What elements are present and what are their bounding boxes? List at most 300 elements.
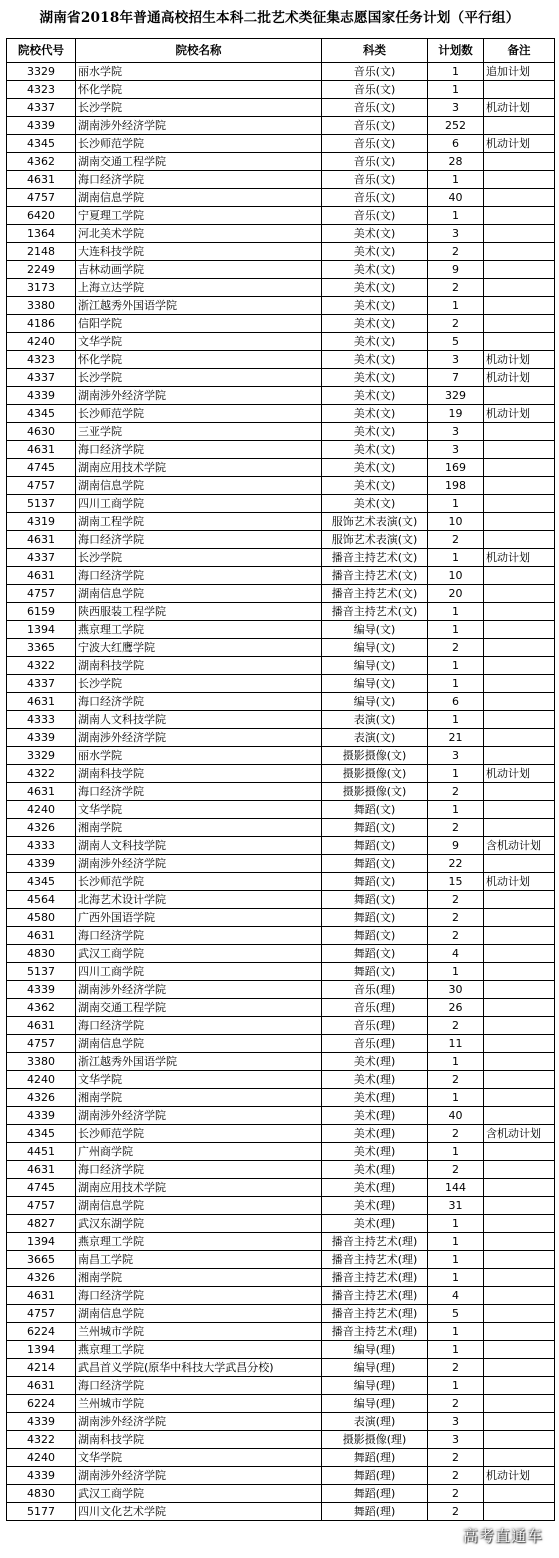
school-code-cell: 4339: [7, 1467, 76, 1485]
school-code-cell: 1394: [7, 621, 76, 639]
school-code-cell: 4564: [7, 891, 76, 909]
school-code-cell: 4745: [7, 459, 76, 477]
school-name-cell: 海口经济学院: [76, 927, 322, 945]
plan-count-cell: 1: [428, 1269, 484, 1287]
school-code-cell: 4323: [7, 81, 76, 99]
note-cell: [484, 441, 555, 459]
school-name-cell: 怀化学院: [76, 81, 322, 99]
school-code-cell: 4339: [7, 1413, 76, 1431]
plan-count-cell: 2: [428, 1359, 484, 1377]
subject-cell: 摄影摄像(理): [322, 1431, 428, 1449]
school-name-cell: 上海立达学院: [76, 279, 322, 297]
school-code-cell: 1364: [7, 225, 76, 243]
subject-cell: 表演(文): [322, 711, 428, 729]
subject-cell: 摄影摄像(文): [322, 765, 428, 783]
school-code-cell: 4333: [7, 837, 76, 855]
plan-count-cell: 1: [428, 1089, 484, 1107]
plan-count-cell: 21: [428, 729, 484, 747]
table-row: [7, 387, 555, 405]
note-cell: [484, 1215, 555, 1233]
table-row: [7, 1503, 555, 1521]
school-name-cell: 海口经济学院: [76, 1287, 322, 1305]
school-code-cell: 6420: [7, 207, 76, 225]
school-name-cell: 湘南学院: [76, 1269, 322, 1287]
plan-count-cell: 11: [428, 1035, 484, 1053]
plan-count-cell: 22: [428, 855, 484, 873]
school-code-cell: 4337: [7, 99, 76, 117]
table-row: [7, 513, 555, 531]
table-row: [7, 1161, 555, 1179]
table-row: [7, 963, 555, 981]
subject-cell: 舞蹈(文): [322, 873, 428, 891]
subject-cell: 美术(理): [322, 1089, 428, 1107]
note-cell: [484, 81, 555, 99]
plan-count-cell: 3: [428, 225, 484, 243]
school-name-cell: 长沙学院: [76, 369, 322, 387]
school-code-cell: 4631: [7, 693, 76, 711]
school-name-cell: 海口经济学院: [76, 441, 322, 459]
table-row: [7, 423, 555, 441]
table-row: [7, 63, 555, 81]
school-name-cell: 长沙学院: [76, 675, 322, 693]
school-name-cell: 文华学院: [76, 333, 322, 351]
school-name-cell: 武汉工商学院: [76, 945, 322, 963]
plan-count-cell: 26: [428, 999, 484, 1017]
school-name-cell: 丽水学院: [76, 63, 322, 81]
note-cell: [484, 1503, 555, 1521]
subject-cell: 美术(文): [322, 423, 428, 441]
subject-cell: 播音主持艺术(理): [322, 1287, 428, 1305]
plan-count-cell: 1: [428, 171, 484, 189]
table-row: [7, 477, 555, 495]
table-row: [7, 603, 555, 621]
note-cell: [484, 279, 555, 297]
table-row: [7, 1449, 555, 1467]
plan-count-cell: 3: [428, 1413, 484, 1431]
note-cell: [484, 1251, 555, 1269]
note-cell: [484, 1431, 555, 1449]
header-code: 院校代号: [7, 39, 76, 63]
plan-count-cell: 252: [428, 117, 484, 135]
subject-cell: 编导(理): [322, 1359, 428, 1377]
school-code-cell: 4630: [7, 423, 76, 441]
school-name-cell: 文华学院: [76, 1449, 322, 1467]
plan-count-cell: 10: [428, 513, 484, 531]
subject-cell: 舞蹈(文): [322, 927, 428, 945]
note-cell: [484, 891, 555, 909]
school-code-cell: 4339: [7, 117, 76, 135]
note-cell: [484, 999, 555, 1017]
school-code-cell: 3173: [7, 279, 76, 297]
subject-cell: 舞蹈(文): [322, 801, 428, 819]
subject-cell: 表演(文): [322, 729, 428, 747]
school-code-cell: 4757: [7, 189, 76, 207]
subject-cell: 美术(文): [322, 387, 428, 405]
table-row: [7, 117, 555, 135]
school-name-cell: 长沙师范学院: [76, 405, 322, 423]
school-name-cell: 湖南人文科技学院: [76, 837, 322, 855]
table-row: [7, 1341, 555, 1359]
plan-count-cell: 1: [428, 495, 484, 513]
table-row: [7, 567, 555, 585]
note-cell: 机动计划: [484, 1467, 555, 1485]
plan-count-cell: 169: [428, 459, 484, 477]
table-row: [7, 351, 555, 369]
page-title: 湖南省2018年普通高校招生本科二批艺术类征集志愿国家任务计划（平行组）: [39, 10, 520, 26]
plan-count-cell: 2: [428, 639, 484, 657]
table-row: [7, 1035, 555, 1053]
note-cell: [484, 423, 555, 441]
school-name-cell: 长沙师范学院: [76, 135, 322, 153]
school-code-cell: 4631: [7, 171, 76, 189]
note-cell: [484, 171, 555, 189]
subject-cell: 美术(文): [322, 477, 428, 495]
subject-cell: 美术(理): [322, 1179, 428, 1197]
note-cell: 机动计划: [484, 765, 555, 783]
school-code-cell: 4830: [7, 1485, 76, 1503]
subject-cell: 播音主持艺术(理): [322, 1233, 428, 1251]
subject-cell: 摄影摄像(文): [322, 747, 428, 765]
school-name-cell: 湖南信息学院: [76, 585, 322, 603]
plan-count-cell: 1: [428, 675, 484, 693]
note-cell: [484, 1107, 555, 1125]
subject-cell: 美术(文): [322, 261, 428, 279]
school-code-cell: 4339: [7, 387, 76, 405]
table-row: [7, 945, 555, 963]
watermark-text: 高考直通车: [462, 1527, 543, 1545]
plan-count-cell: 1: [428, 63, 484, 81]
note-cell: [484, 1197, 555, 1215]
note-cell: [484, 261, 555, 279]
table-row: [7, 621, 555, 639]
note-cell: [484, 1089, 555, 1107]
school-name-cell: 海口经济学院: [76, 693, 322, 711]
plan-count-cell: 3: [428, 441, 484, 459]
note-cell: [484, 117, 555, 135]
school-code-cell: 4326: [7, 1269, 76, 1287]
table-row: [7, 207, 555, 225]
school-code-cell: 4345: [7, 873, 76, 891]
note-cell: [484, 639, 555, 657]
school-name-cell: 湘南学院: [76, 819, 322, 837]
note-cell: 机动计划: [484, 135, 555, 153]
subject-cell: 美术(理): [322, 1107, 428, 1125]
plan-count-cell: 1: [428, 207, 484, 225]
subject-cell: 舞蹈(理): [322, 1467, 428, 1485]
table-row: [7, 855, 555, 873]
subject-cell: 播音主持艺术(理): [322, 1323, 428, 1341]
plan-count-cell: 2: [428, 1125, 484, 1143]
plan-count-cell: 3: [428, 747, 484, 765]
table-row: [7, 1251, 555, 1269]
school-code-cell: 3365: [7, 639, 76, 657]
table-row: [7, 549, 555, 567]
school-code-cell: 4333: [7, 711, 76, 729]
note-cell: [484, 819, 555, 837]
subject-cell: 编导(文): [322, 639, 428, 657]
note-cell: [484, 225, 555, 243]
school-code-cell: 4339: [7, 729, 76, 747]
school-code-cell: 3329: [7, 63, 76, 81]
note-cell: [484, 1035, 555, 1053]
school-name-cell: 湘南学院: [76, 1089, 322, 1107]
subject-cell: 舞蹈(文): [322, 855, 428, 873]
note-cell: 追加计划: [484, 63, 555, 81]
school-code-cell: 4337: [7, 675, 76, 693]
plan-count-cell: 2: [428, 1485, 484, 1503]
plan-count-cell: 3: [428, 423, 484, 441]
subject-cell: 舞蹈(理): [322, 1449, 428, 1467]
plan-count-cell: 329: [428, 387, 484, 405]
note-cell: [484, 459, 555, 477]
school-code-cell: 2249: [7, 261, 76, 279]
note-cell: [484, 387, 555, 405]
school-name-cell: 湖南应用技术学院: [76, 459, 322, 477]
school-name-cell: 燕京理工学院: [76, 621, 322, 639]
subject-cell: 音乐(理): [322, 1035, 428, 1053]
note-cell: [484, 1179, 555, 1197]
school-name-cell: 湖南工程学院: [76, 513, 322, 531]
note-cell: [484, 207, 555, 225]
subject-cell: 音乐(文): [322, 135, 428, 153]
school-code-cell: 4827: [7, 1215, 76, 1233]
school-name-cell: 湖南交通工程学院: [76, 999, 322, 1017]
note-cell: [484, 783, 555, 801]
school-name-cell: 大连科技学院: [76, 243, 322, 261]
note-cell: 含机动计划: [484, 1125, 555, 1143]
school-code-cell: 4323: [7, 351, 76, 369]
school-code-cell: 3380: [7, 1053, 76, 1071]
school-code-cell: 4214: [7, 1359, 76, 1377]
plan-count-cell: 10: [428, 567, 484, 585]
school-name-cell: 湖南涉外经济学院: [76, 981, 322, 999]
school-code-cell: 3380: [7, 297, 76, 315]
subject-cell: 美术(理): [322, 1125, 428, 1143]
school-code-cell: 4631: [7, 567, 76, 585]
note-cell: [484, 1395, 555, 1413]
plan-count-cell: 30: [428, 981, 484, 999]
plan-count-cell: 40: [428, 189, 484, 207]
school-name-cell: 武汉东湖学院: [76, 1215, 322, 1233]
note-cell: [484, 513, 555, 531]
subject-cell: 美术(理): [322, 1143, 428, 1161]
school-name-cell: 湖南信息学院: [76, 189, 322, 207]
school-code-cell: 6224: [7, 1323, 76, 1341]
school-name-cell: 海口经济学院: [76, 1161, 322, 1179]
header-note: 备注: [484, 39, 555, 63]
school-name-cell: 广州商学院: [76, 1143, 322, 1161]
subject-cell: 表演(理): [322, 1413, 428, 1431]
subject-cell: 播音主持艺术(文): [322, 603, 428, 621]
plan-count-cell: 144: [428, 1179, 484, 1197]
table-row: [7, 1269, 555, 1287]
note-cell: [484, 567, 555, 585]
plan-count-cell: 1: [428, 801, 484, 819]
school-name-cell: 燕京理工学院: [76, 1341, 322, 1359]
table-row: [7, 1467, 555, 1485]
school-code-cell: 4631: [7, 1017, 76, 1035]
school-name-cell: 武汉工商学院: [76, 1485, 322, 1503]
note-cell: [484, 1269, 555, 1287]
school-code-cell: 4322: [7, 657, 76, 675]
school-code-cell: 4322: [7, 765, 76, 783]
table-row: [7, 1125, 555, 1143]
subject-cell: 音乐(文): [322, 117, 428, 135]
school-name-cell: 宁波大红鹰学院: [76, 639, 322, 657]
plan-count-cell: 2: [428, 315, 484, 333]
note-cell: [484, 981, 555, 999]
plan-count-cell: 1: [428, 963, 484, 981]
school-code-cell: 1394: [7, 1233, 76, 1251]
table-row: [7, 837, 555, 855]
note-cell: [484, 585, 555, 603]
table-row: [7, 495, 555, 513]
plan-count-cell: 28: [428, 153, 484, 171]
plan-count-cell: 2: [428, 819, 484, 837]
school-name-cell: 湖南涉外经济学院: [76, 1467, 322, 1485]
subject-cell: 音乐(理): [322, 999, 428, 1017]
note-cell: [484, 711, 555, 729]
plan-count-cell: 2: [428, 279, 484, 297]
plan-count-cell: 4: [428, 1287, 484, 1305]
subject-cell: 编导(理): [322, 1377, 428, 1395]
plan-count-cell: 1: [428, 1377, 484, 1395]
subject-cell: 舞蹈(理): [322, 1485, 428, 1503]
school-name-cell: 信阳学院: [76, 315, 322, 333]
subject-cell: 美术(理): [322, 1197, 428, 1215]
plan-count-cell: 2: [428, 1017, 484, 1035]
note-cell: [484, 1341, 555, 1359]
subject-cell: 美术(文): [322, 225, 428, 243]
note-cell: [484, 1161, 555, 1179]
school-name-cell: 北海艺术设计学院: [76, 891, 322, 909]
table-row: [7, 135, 555, 153]
table-row: [7, 873, 555, 891]
school-code-cell: 4757: [7, 585, 76, 603]
school-name-cell: 兰州城市学院: [76, 1395, 322, 1413]
school-code-cell: 1394: [7, 1341, 76, 1359]
plan-count-cell: 40: [428, 1107, 484, 1125]
school-name-cell: 河北美术学院: [76, 225, 322, 243]
note-cell: [484, 855, 555, 873]
table-row: [7, 1233, 555, 1251]
school-code-cell: 4345: [7, 405, 76, 423]
plan-count-cell: 9: [428, 837, 484, 855]
subject-cell: 服饰艺术表演(文): [322, 531, 428, 549]
subject-cell: 播音主持艺术(理): [322, 1251, 428, 1269]
subject-cell: 播音主持艺术(文): [322, 549, 428, 567]
school-code-cell: 4631: [7, 783, 76, 801]
school-name-cell: 海口经济学院: [76, 1377, 322, 1395]
school-name-cell: 湖南涉外经济学院: [76, 117, 322, 135]
subject-cell: 编导(文): [322, 621, 428, 639]
subject-cell: 美术(文): [322, 279, 428, 297]
note-cell: 机动计划: [484, 99, 555, 117]
note-cell: [484, 945, 555, 963]
school-name-cell: 海口经济学院: [76, 171, 322, 189]
table-row: [7, 1359, 555, 1377]
table-row: [7, 729, 555, 747]
school-code-cell: 5137: [7, 495, 76, 513]
plan-count-cell: 3: [428, 351, 484, 369]
table-row: [7, 783, 555, 801]
school-code-cell: 4757: [7, 1305, 76, 1323]
table-row: [7, 675, 555, 693]
plan-count-cell: 3: [428, 1431, 484, 1449]
note-cell: [484, 729, 555, 747]
school-name-cell: 长沙师范学院: [76, 873, 322, 891]
note-cell: [484, 909, 555, 927]
note-cell: 机动计划: [484, 873, 555, 891]
subject-cell: 音乐(文): [322, 153, 428, 171]
table-row: [7, 711, 555, 729]
table-row: [7, 1179, 555, 1197]
plan-count-cell: 20: [428, 585, 484, 603]
plan-count-cell: 4: [428, 945, 484, 963]
table-row: [7, 639, 555, 657]
subject-cell: 播音主持艺术(理): [322, 1305, 428, 1323]
school-name-cell: 四川文化艺术学院: [76, 1503, 322, 1521]
school-name-cell: 湖南信息学院: [76, 1305, 322, 1323]
note-cell: [484, 675, 555, 693]
table-row: [7, 1287, 555, 1305]
school-code-cell: 4757: [7, 1035, 76, 1053]
school-code-cell: 4339: [7, 1107, 76, 1125]
plan-count-cell: 1: [428, 711, 484, 729]
plan-count-cell: 1: [428, 297, 484, 315]
school-code-cell: 4240: [7, 1071, 76, 1089]
school-code-cell: 4362: [7, 153, 76, 171]
school-name-cell: 怀化学院: [76, 351, 322, 369]
note-cell: [484, 927, 555, 945]
note-cell: 含机动计划: [484, 837, 555, 855]
school-name-cell: 湖南信息学院: [76, 1035, 322, 1053]
table-row: [7, 1017, 555, 1035]
school-code-cell: 4451: [7, 1143, 76, 1161]
table-row: [7, 999, 555, 1017]
header-subject: 科类: [322, 39, 428, 63]
school-code-cell: 4580: [7, 909, 76, 927]
school-code-cell: 4345: [7, 1125, 76, 1143]
note-cell: [484, 1359, 555, 1377]
table-row: [7, 981, 555, 999]
plan-count-cell: 1: [428, 1053, 484, 1071]
table-row: [7, 279, 555, 297]
school-name-cell: 海口经济学院: [76, 531, 322, 549]
school-name-cell: 海口经济学院: [76, 567, 322, 585]
plan-count-cell: 5: [428, 333, 484, 351]
subject-cell: 编导(文): [322, 693, 428, 711]
note-cell: [484, 963, 555, 981]
note-cell: [484, 1017, 555, 1035]
note-cell: 机动计划: [484, 549, 555, 567]
table-row: [7, 1431, 555, 1449]
plan-count-cell: 2: [428, 1449, 484, 1467]
school-name-cell: 浙江越秀外国语学院: [76, 1053, 322, 1071]
school-code-cell: 4337: [7, 369, 76, 387]
plan-count-cell: 1: [428, 1341, 484, 1359]
plan-count-cell: 19: [428, 405, 484, 423]
school-name-cell: 湖南交通工程学院: [76, 153, 322, 171]
school-code-cell: 4337: [7, 549, 76, 567]
note-cell: [484, 747, 555, 765]
school-code-cell: 4631: [7, 441, 76, 459]
school-code-cell: 4326: [7, 1089, 76, 1107]
school-name-cell: 海口经济学院: [76, 1017, 322, 1035]
plan-count-cell: 9: [428, 261, 484, 279]
note-cell: [484, 531, 555, 549]
note-cell: [484, 297, 555, 315]
